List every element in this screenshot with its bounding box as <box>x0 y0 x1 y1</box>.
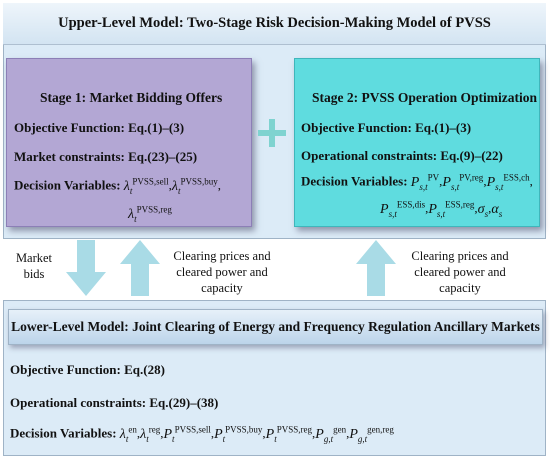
stage2-decision: Decision Variables: $P_{s,t}^{PV},P_{s,t}^{PV,reg},P_{s,t}^{ESS,ch}$, <box>301 172 533 192</box>
stage1-title: Stage 1: Market Bidding Offers <box>40 90 223 105</box>
stage2-constraints <box>301 148 503 164</box>
lower-constraints-label: Operational constraints: <box>10 395 147 410</box>
lower-var-pvss-reg: $P_t^{PVSS,reg}$ <box>265 424 313 444</box>
stage2-decision-line2: $P_{s,t}^{ESS,dis},P_{s,t}^{ESS,reg},\sigma_s,\alpha_s$ <box>380 199 503 219</box>
stage2-var-ess-reg: $P_{s,t}^{ESS,reg}$ <box>428 199 475 219</box>
stage1-objective <box>14 120 184 136</box>
stage2-constraints-value: Eq.(9)–(22) <box>440 148 503 163</box>
lower-var-buy: $P_t^{PVSS,buy}$ <box>214 424 263 444</box>
lower-var-reg: $\lambda_t^{reg}$ <box>140 424 161 444</box>
stage1-var-buy: $\lambda_t^{PVSS,buy}$ <box>171 176 218 196</box>
lower-level-title: Lower-Level Model: Joint Clearing of Energy and Frequency Regulation Ancillary Markets <box>8 309 543 345</box>
stage2-objective-label: Objective Function: <box>301 120 412 135</box>
stage1-constraints-label: Market constraints: <box>14 149 125 164</box>
lower-decision-label: Decision Variables: <box>10 425 117 441</box>
stage1-box <box>6 58 252 227</box>
stage1-objective-value: Eq.(1)–(3) <box>128 120 185 135</box>
stage2-decision-label: Decision Variables: <box>301 173 408 189</box>
lower-objective <box>10 362 165 378</box>
up-arrow-icon-2 <box>356 240 396 296</box>
stage2-var-alpha: $\alpha_s$ <box>491 201 503 219</box>
lower-var-gen-reg: $P_{g,t}^{gen,reg}$ <box>349 424 394 444</box>
plus-icon-vertical <box>269 119 275 147</box>
stage2-var-ess-dis: $P_{s,t}^{ESS,dis}$ <box>380 199 426 219</box>
clearing-label-1: Clearing prices and cleared power and capacity <box>173 249 271 295</box>
stage1-decision-line2 <box>128 204 172 223</box>
stage1-var-reg: $\lambda_t^{PVSS,reg}$ <box>128 204 172 224</box>
down-arrow-icon <box>66 240 106 296</box>
stage1-var-sell: $\lambda_t^{PVSS,sell}$ <box>123 176 169 196</box>
stage2-title: Stage 2: PVSS Operation Optimization <box>312 90 537 105</box>
up-arrow-icon-1 <box>120 240 160 296</box>
lower-constraints <box>10 395 218 411</box>
lower-var-gen: $P_{g,t}^{gen}$ <box>315 424 347 444</box>
upper-level-title: Upper-Level Model: Two-Stage Risk Decision-Making Model of PVSS <box>3 3 546 45</box>
stage1-decision: Decision Variables: $\lambda_t^{PVSS,sell},\lambda_t^{PVSS,buy}$, <box>14 176 222 196</box>
stage2-constraints-label: Operational constraints: <box>301 148 438 163</box>
stage2-objective <box>301 120 471 136</box>
lower-constraints-value: Eq.(29)–(38) <box>149 395 219 410</box>
stage1-decision-label: Decision Variables: <box>14 177 121 193</box>
market-bids-label: Market bids <box>15 251 53 281</box>
stage2-var-pv-reg: $P_{s,t}^{PV,reg}$ <box>442 172 484 192</box>
stage2-objective-value: Eq.(1)–(3) <box>415 120 472 135</box>
stage1-objective-label: Objective Function: <box>14 120 125 135</box>
lower-decision: Decision Variables: $\lambda_t^{en},\lambda_t^{reg},P_t^{PVSS,sell},P_t^{PVSS,buy},P_t^{PVSS,reg},P_{g,t}^{gen},P_{g,t}^{gen,reg}$ <box>10 424 394 444</box>
stage1-constraints <box>14 149 197 165</box>
lower-var-en: $\lambda_t^{en}$ <box>119 424 137 444</box>
lower-objective-value: Eq.(28) <box>124 362 165 377</box>
lower-var-sell: $P_t^{PVSS,sell}$ <box>163 424 211 444</box>
stage2-var-sigma: $\sigma_s$ <box>477 201 489 219</box>
clearing-label-2: Clearing prices and cleared power and capacity <box>411 249 509 295</box>
stage2-var-pv: $P_{s,t}^{PV}$ <box>410 172 440 192</box>
stage2-var-ess-ch: $P_{s,t}^{ESS,ch}$ <box>486 172 530 192</box>
lower-objective-label: Objective Function: <box>10 362 121 377</box>
stage1-constraints-value: Eq.(23)–(25) <box>128 149 198 164</box>
